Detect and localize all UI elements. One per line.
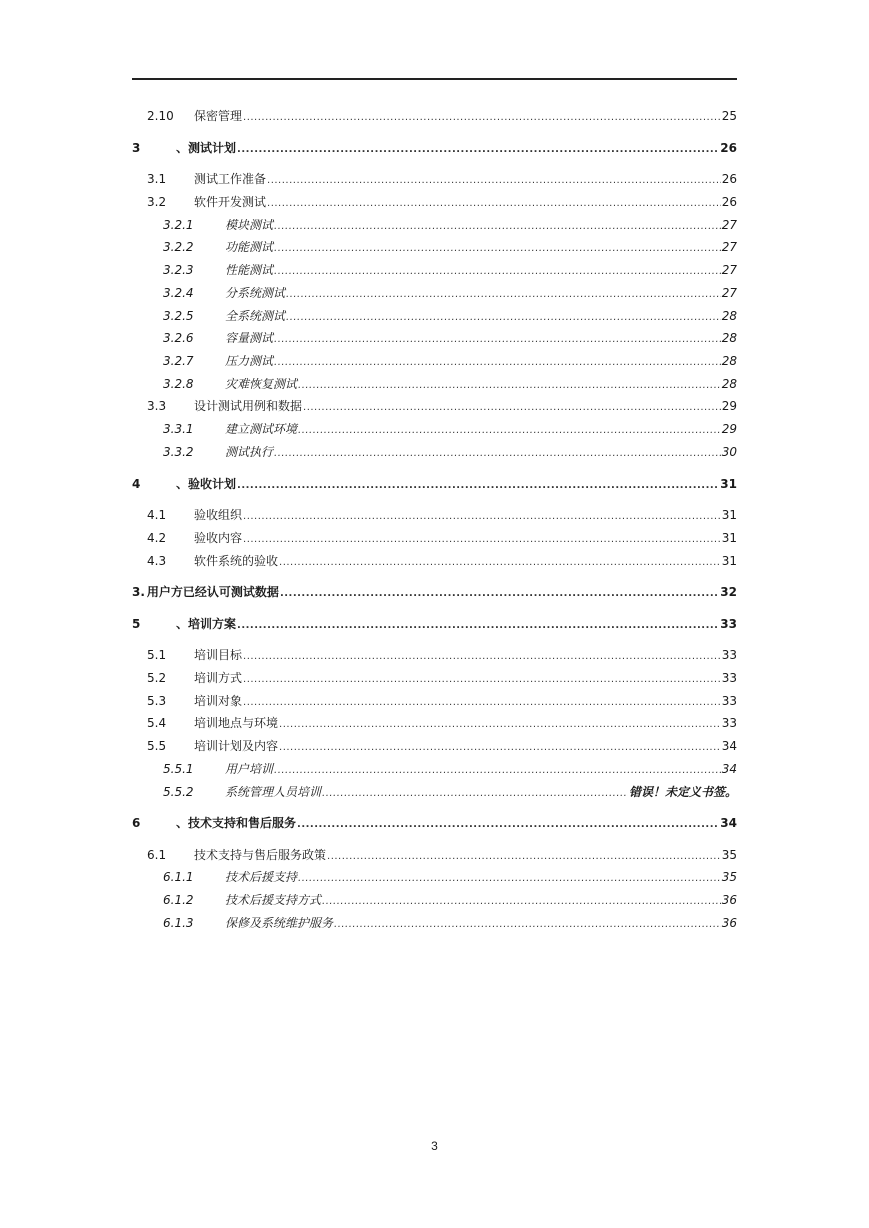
toc-entry[interactable] — [147, 530, 737, 548]
toc-page: 31 — [720, 477, 737, 491]
toc-entry[interactable] — [163, 915, 737, 933]
toc-title: 技术支持与售后服务政策 — [194, 848, 327, 862]
toc-title: 设计测试用例和数据 — [194, 399, 303, 413]
toc-title: 全系统测试 — [225, 309, 286, 323]
toc-page: 28 — [721, 331, 737, 345]
toc-entry[interactable] — [147, 693, 737, 711]
toc-title: 验收内容 — [194, 531, 243, 545]
toc-leader — [243, 532, 721, 548]
toc-page: 35 — [721, 848, 737, 862]
toc-entry[interactable] — [147, 715, 737, 733]
toc-page: 26 — [720, 141, 737, 155]
toc-leader — [243, 649, 721, 665]
toc-leader — [274, 264, 721, 280]
toc-title: 容量测试 — [225, 331, 274, 345]
toc-title: 模块测试 — [225, 218, 274, 232]
toc-number: 4.1 — [147, 508, 167, 522]
toc-entry[interactable] — [147, 670, 737, 688]
toc-number: 3. — [132, 585, 145, 599]
toc-title: 培训地点与环境 — [194, 716, 279, 730]
toc-number: 5.2 — [147, 671, 167, 685]
toc-entry[interactable] — [147, 108, 737, 126]
toc-entry[interactable] — [163, 217, 737, 235]
toc-leader — [267, 196, 721, 212]
toc-leader — [298, 378, 721, 394]
toc-page: 33 — [721, 694, 737, 708]
toc-leader — [243, 672, 721, 688]
toc-page: 33 — [721, 648, 737, 662]
toc-title: 用户培训 — [225, 762, 274, 776]
toc-page: 26 — [721, 172, 737, 186]
toc-page: 27 — [721, 263, 737, 277]
toc-leader — [280, 586, 719, 602]
toc-title: 、验收计划 — [176, 477, 237, 491]
toc-page: 33 — [720, 617, 737, 631]
page-number: 3 — [431, 1139, 438, 1153]
toc-title: 、培训方案 — [176, 617, 237, 631]
toc-page: 33 — [721, 716, 737, 730]
toc-title: 技术后援支持 — [225, 870, 298, 884]
toc-number: 6 — [132, 816, 141, 830]
toc-entry[interactable] — [147, 553, 737, 571]
toc-page: 29 — [721, 399, 737, 413]
toc-leader — [279, 717, 721, 733]
toc-number: 3.2.7 — [163, 354, 194, 368]
toc-number: 5.5.2 — [163, 785, 194, 799]
toc-title: 软件开发测试 — [194, 195, 267, 209]
toc-leader — [274, 355, 721, 371]
toc-title: 验收组织 — [194, 508, 243, 522]
toc-number: 3.2.2 — [163, 240, 194, 254]
toc-leader — [274, 763, 721, 779]
toc-entry[interactable] — [163, 239, 737, 257]
toc-title: 培训对象 — [194, 694, 243, 708]
toc-number: 4.2 — [147, 531, 167, 545]
toc-leader — [243, 695, 721, 711]
toc-title: 技术后援支持方式 — [225, 893, 322, 907]
toc-page: 36 — [721, 916, 737, 930]
toc-leader — [274, 332, 721, 348]
toc-title: 、技术支持和售后服务 — [176, 816, 297, 830]
toc-entry[interactable] — [163, 353, 737, 371]
toc-page: 31 — [721, 508, 737, 522]
toc-entry[interactable] — [147, 507, 737, 525]
toc-number: 3.2 — [147, 195, 167, 209]
toc-page: 34 — [721, 762, 737, 776]
toc-entry[interactable] — [163, 421, 737, 439]
toc-number: 3.3 — [147, 399, 167, 413]
toc-title: 测试工作准备 — [194, 172, 267, 186]
toc-page: 31 — [721, 531, 737, 545]
toc-number: 3.3.2 — [163, 445, 194, 459]
toc-leader — [267, 173, 721, 189]
toc-title: 、测试计划 — [176, 141, 237, 155]
toc-leader — [303, 400, 721, 416]
toc-page: 27 — [721, 286, 737, 300]
toc-entry[interactable] — [132, 140, 737, 158]
toc-number: 5.4 — [147, 716, 167, 730]
toc-number: 5 — [132, 617, 141, 631]
toc-entry[interactable] — [163, 869, 737, 887]
toc-entry[interactable] — [147, 194, 737, 212]
toc-entry[interactable] — [132, 584, 737, 602]
toc-title: 功能测试 — [225, 240, 274, 254]
toc-number: 6.1.1 — [163, 870, 194, 884]
toc-title: 建立测试环境 — [225, 422, 298, 436]
toc-leader — [298, 871, 721, 887]
toc-number: 3.3.1 — [163, 422, 194, 436]
toc-title: 分系统测试 — [225, 286, 286, 300]
toc-entry[interactable] — [163, 308, 737, 326]
toc-entry[interactable] — [163, 285, 737, 303]
toc-page: 36 — [721, 893, 737, 907]
toc-entry[interactable] — [132, 815, 737, 833]
toc-leader — [274, 446, 721, 462]
toc-page: 32 — [720, 585, 737, 599]
toc-number: 6.1 — [147, 848, 167, 862]
toc-number: 5.1 — [147, 648, 167, 662]
toc-entry[interactable] — [147, 171, 737, 189]
toc-entry[interactable] — [163, 330, 737, 348]
toc-leader — [279, 555, 721, 571]
toc-page: 30 — [721, 445, 737, 459]
toc-page: 34 — [721, 739, 737, 753]
toc-number: 3.1 — [147, 172, 167, 186]
toc-entry[interactable] — [147, 647, 737, 665]
toc-number: 6.1.3 — [163, 916, 194, 930]
toc-title: 软件系统的验收 — [194, 554, 279, 568]
toc-entry[interactable] — [163, 262, 737, 280]
toc-page: 27 — [721, 240, 737, 254]
toc-entry[interactable] — [132, 616, 737, 634]
toc-entry[interactable] — [163, 376, 737, 394]
toc-leader — [274, 241, 721, 257]
toc-leader — [334, 917, 721, 933]
toc-number: 3.2.8 — [163, 377, 194, 391]
toc-title: 测试执行 — [225, 445, 274, 459]
toc-number: 3.2.6 — [163, 331, 194, 345]
toc-number: 5.5.1 — [163, 762, 194, 776]
toc-number: 4.3 — [147, 554, 167, 568]
toc-number: 3.2.4 — [163, 286, 194, 300]
toc-leader — [322, 894, 721, 910]
toc-number: 4 — [132, 477, 141, 491]
toc-title: 用户方已经认可测试数据 — [146, 585, 279, 599]
toc-leader — [243, 509, 721, 525]
toc-title: 培训计划及内容 — [194, 739, 279, 753]
toc-leader — [298, 423, 721, 439]
toc-title: 压力测试 — [225, 354, 274, 368]
toc-leader — [237, 142, 719, 158]
toc-page: 35 — [721, 870, 737, 884]
toc-number: 2.10 — [147, 109, 174, 123]
toc-title: 培训方式 — [194, 671, 243, 685]
toc-number: 3 — [132, 141, 141, 155]
toc-leader — [237, 478, 719, 494]
toc-page: 27 — [721, 218, 737, 232]
toc-leader — [274, 219, 721, 235]
toc-page: 34 — [720, 816, 737, 830]
toc-entry[interactable] — [163, 444, 737, 462]
toc-page: 26 — [721, 195, 737, 209]
toc-page: 28 — [721, 309, 737, 323]
toc-page: 25 — [721, 109, 737, 123]
toc-number: 6.1.2 — [163, 893, 194, 907]
toc-leader — [237, 618, 719, 634]
toc-number: 3.2.5 — [163, 309, 194, 323]
toc-number: 5.3 — [147, 694, 167, 708]
toc-title: 灾难恢复测试 — [225, 377, 298, 391]
toc-leader — [279, 740, 721, 756]
toc-page: 29 — [721, 422, 737, 436]
toc-leader — [297, 817, 719, 833]
toc-entry[interactable] — [163, 784, 737, 802]
toc-title: 培训目标 — [194, 648, 243, 662]
toc-leader — [327, 849, 721, 865]
toc-entry[interactable] — [132, 476, 737, 494]
toc-page: 28 — [721, 354, 737, 368]
header-rule — [132, 78, 737, 80]
toc-entry[interactable] — [163, 761, 737, 779]
toc-title: 保修及系统维护服务 — [225, 916, 334, 930]
toc-page: 33 — [721, 671, 737, 685]
toc-entry[interactable] — [163, 892, 737, 910]
toc-number: 5.5 — [147, 739, 167, 753]
toc-page-error: 错误！未定义书签。 — [628, 785, 737, 799]
toc-entry[interactable] — [147, 738, 737, 756]
toc-page: 31 — [721, 554, 737, 568]
toc-entry[interactable] — [147, 398, 737, 416]
toc-number: 3.2.3 — [163, 263, 194, 277]
toc-leader — [322, 786, 628, 802]
toc-entry[interactable] — [147, 847, 737, 865]
toc-page: 28 — [721, 377, 737, 391]
toc-leader — [286, 287, 721, 303]
toc-title: 系统管理人员培训 — [225, 785, 322, 799]
toc-leader — [286, 310, 721, 326]
toc-number: 3.2.1 — [163, 218, 194, 232]
toc-leader — [243, 110, 721, 126]
toc-title: 性能测试 — [225, 263, 274, 277]
toc-title: 保密管理 — [194, 109, 243, 123]
